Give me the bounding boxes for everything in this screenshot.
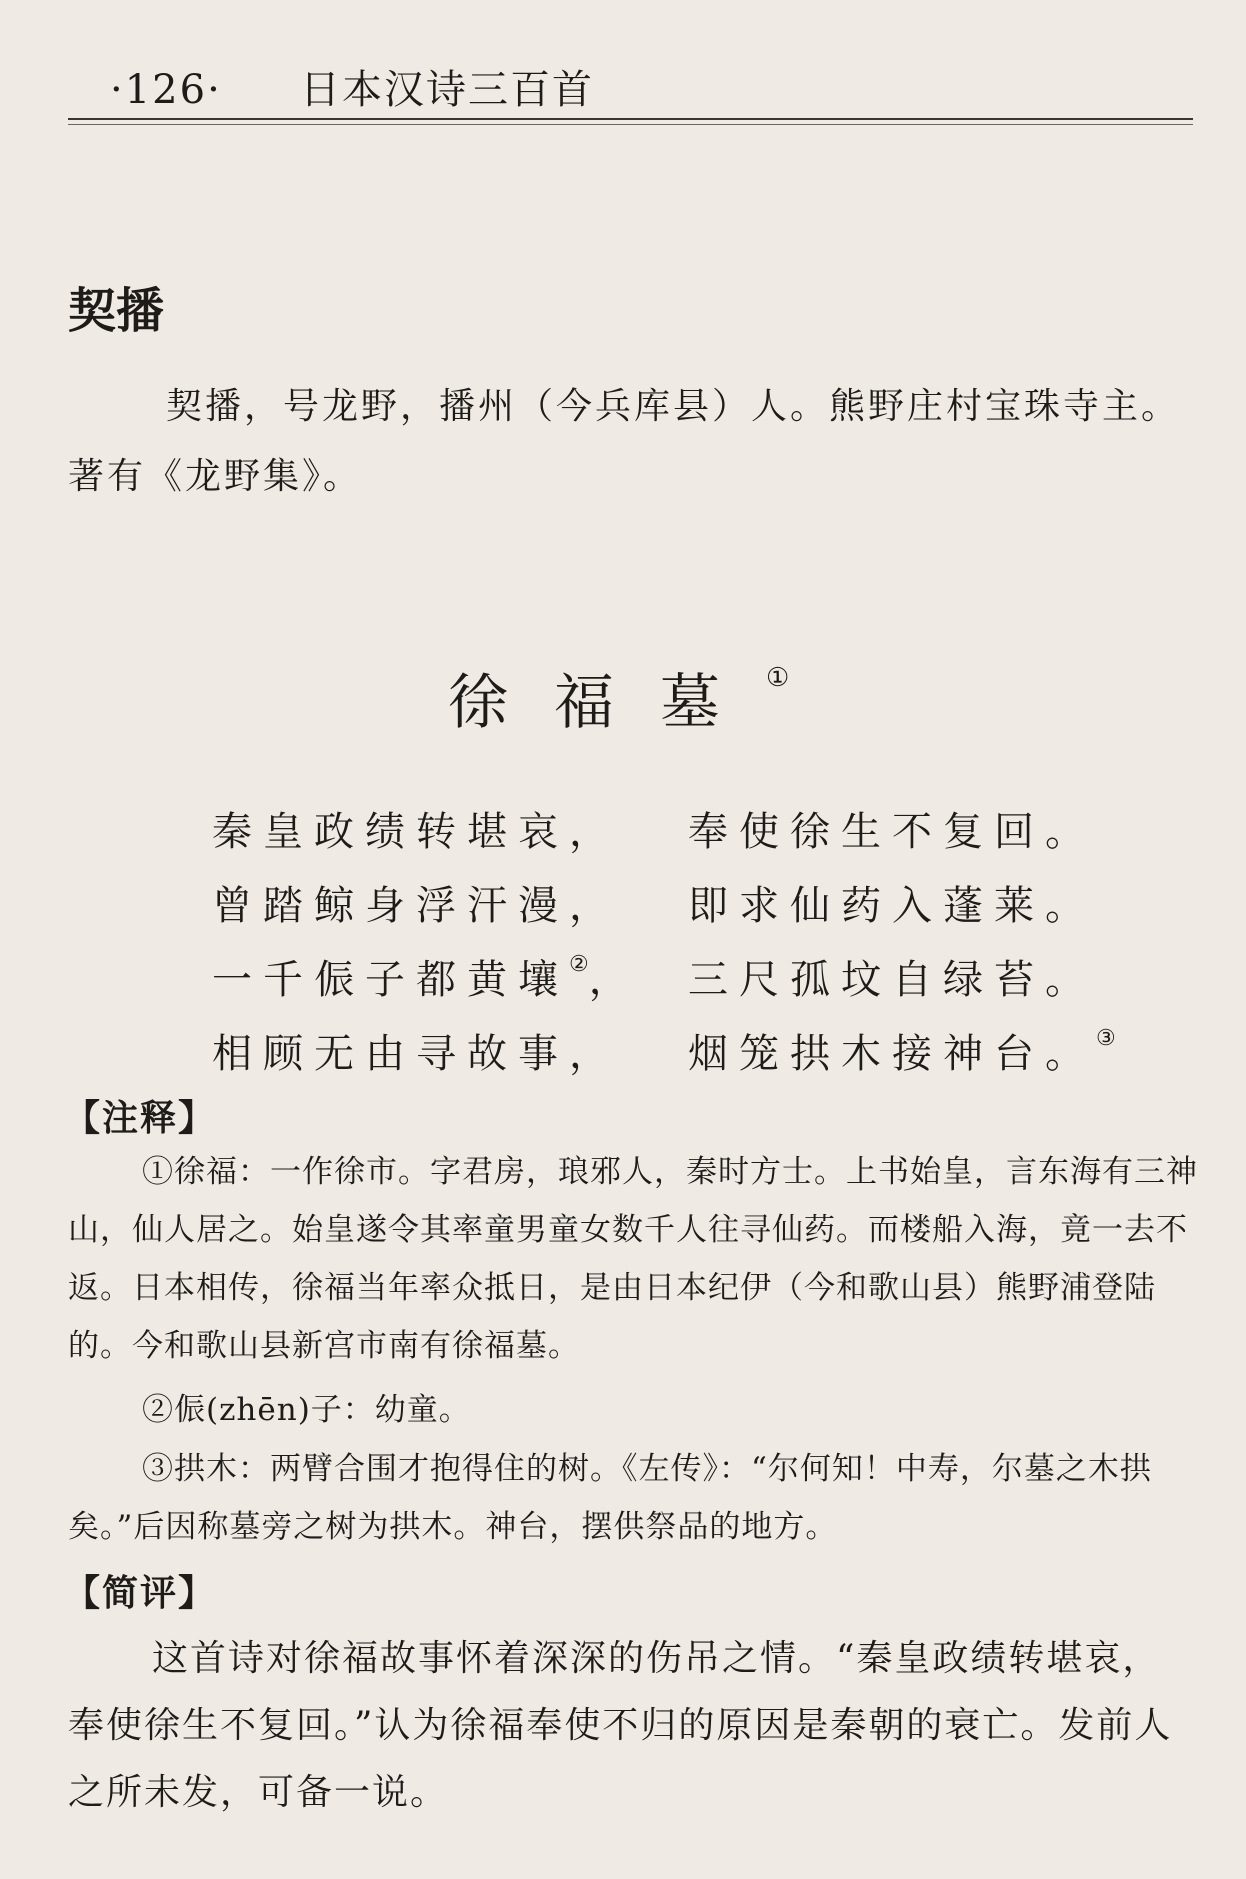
page-header	[110, 58, 594, 113]
poem-title-text: 徐福墓	[448, 668, 766, 738]
footnote-marker: ①	[766, 663, 790, 693]
poem-line-right-text: 烟笼拱木接神台。	[688, 1031, 1096, 1077]
poem-line	[212, 948, 1096, 1005]
header-rule-thin	[68, 124, 1193, 125]
poem-line-right: 三尺孤坟自绿苔。	[688, 957, 1096, 1003]
review-heading: 【简评】	[64, 1573, 217, 1614]
poem-line-left: 曾踏鲸身浮汗漫，	[212, 883, 620, 929]
note-item: ②侲(zhēn)子：幼童。	[142, 1392, 471, 1428]
poem-line-left: 一千侲子都黄壤	[212, 957, 569, 1003]
book-title: 日本汉诗三百首	[300, 67, 594, 113]
note-item: ①徐福：一作徐市。字君房，琅邪人，秦时方士。上书始皇，言东海有三神山，仙人居之。始皇遂令其率童男童女数千人往寻仙药。而楼船入海，竟一去不返。日本相传，徐福当年率众抵日，是由日本纪伊（今和歌山县）熊野浦登陆的。今和歌山县新宫市南有徐福墓。	[68, 1154, 1198, 1364]
author-bio: 契播，号龙野，播州（今兵库县）人。熊野庄村宝珠寺主。著有《龙野集》。	[68, 386, 1181, 497]
footnote-marker: ②	[569, 952, 589, 977]
poem-line-right: 即求仙药入蓬莱。	[688, 883, 1096, 929]
poem-title	[448, 655, 789, 741]
author-name: 契播	[68, 283, 165, 339]
poem-line	[212, 1022, 1116, 1079]
note-item: ③拱木：两臂合围才抱得住的树。《左传》：“尔何知！中寿，尔墓之木拱矣。”后因称墓旁之树为拱木。神台，摆供祭品的地方。	[68, 1451, 1152, 1545]
poem-line	[212, 874, 1096, 931]
header-rule	[68, 118, 1193, 120]
review-text: 这首诗对徐福故事怀着深深的伤吊之情。“秦皇政绩转堪哀，奉使徐生不复回。”认为徐福奉使不归的原因是秦朝的衰亡。发前人之所未发，可备一说。	[68, 1638, 1173, 1813]
poem-line-left: 秦皇政绩转堪哀，	[212, 809, 620, 855]
notes-heading: 【注释】	[64, 1098, 217, 1139]
page-number: ·126·	[110, 67, 222, 113]
poem-line	[212, 800, 1096, 857]
footnote-marker: ③	[1096, 1026, 1116, 1051]
poem-line-punct: ，	[588, 957, 640, 1003]
poem-line-right	[688, 1022, 1116, 1079]
poem-line-right: 奉使徐生不复回。	[688, 809, 1096, 855]
poem-line-left: 相顾无由寻故事，	[212, 1031, 620, 1077]
